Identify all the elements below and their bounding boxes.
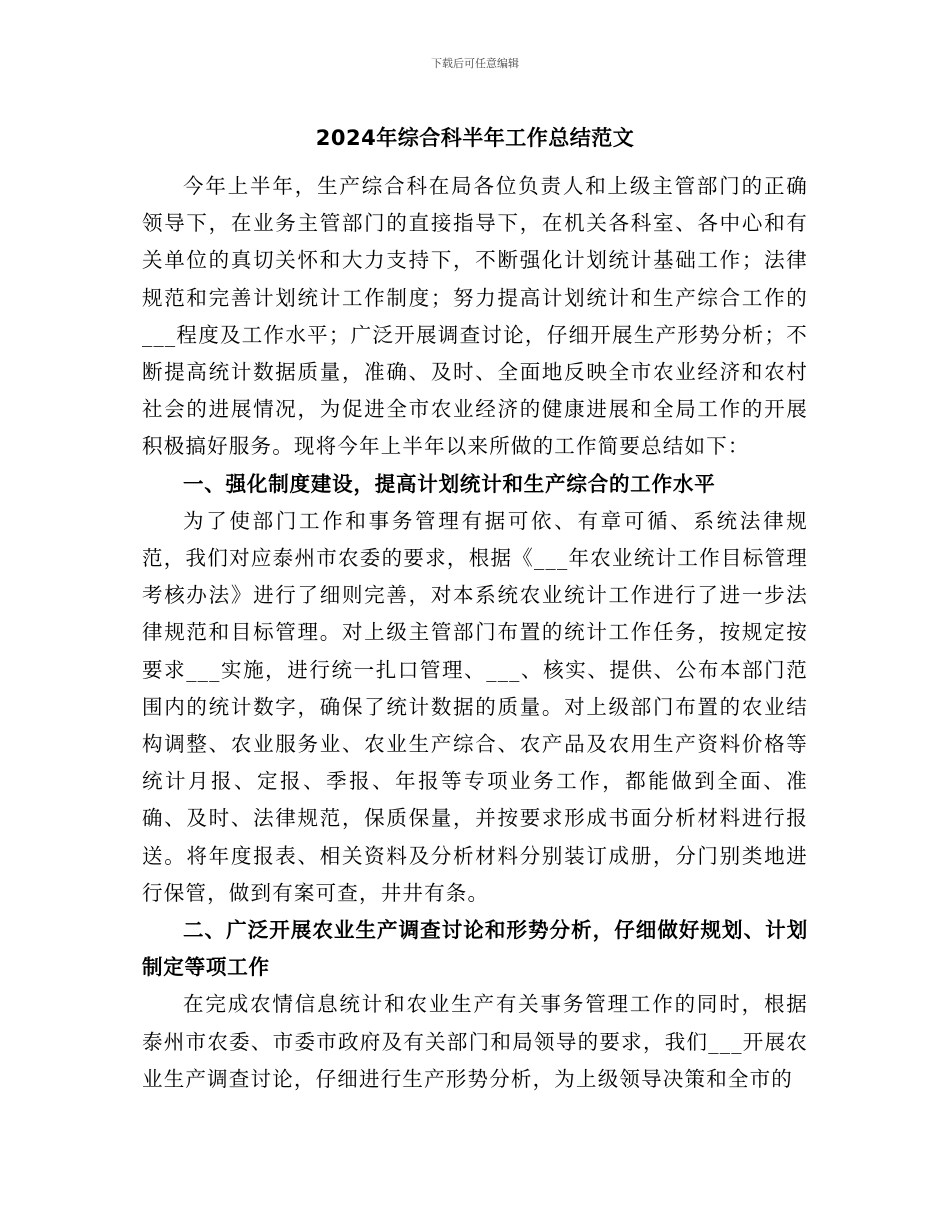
document-body [142,168,808,1098]
section-1-paragraph: 为了使部门工作和事务管理有据可依、有章可循、系统法律规范，我们对应泰州市农委的要求，根据《___年农业统计工作目标管理考核办法》进行了细则完善，对本系统农业统计工作进行了进一步法律规范和目标管理。对上级主管部门布置的统计工作任务，按规定按要求___实施，进行统一扎口管理、___、核实、提供、公布本部门范围内的统计数字，确保了统计数据的质量。对上级部门布置的农业结构调整、农业服务业、农业生产综合、农产品及农用生产资料价格等统计月报、定报、季报、年报等专项业务工作，都能做到全面、准确、及时、法律规范，保质保量，并按要求形成书面分析材料进行报送。将年度报表、相关资料及分析材料分别装订成册，分门别类地进行保管，做到有案可查，井井有条。 [142,508,808,905]
section-heading-2: 二、广泛开展农业生产调查讨论和形势分析，仔细做好规划、计划制定等项工作 [142,918,808,980]
intro-paragraph: 今年上半年，生产综合科在局各位负责人和上级主管部门的正确领导下，在业务主管部门的直接指导下，在机关各科室、各中心和有关单位的真切关怀和大力支持下，不断强化计划统计基础工作；法律规范和完善计划统计工作制度；努力提高计划统计和生产综合工作的___程度及工作水平；广泛开展调查讨论，仔细开展生产形势分析；不断提高统计数据质量，准确、及时、全面地反映全市农业经济和农村社会的进展情况，为促进全市农业经济的健康进展和全局工作的开展积极搞好服务。现将今年上半年以来所做的工作简要总结如下： [142,174,808,459]
section-2-paragraph: 在完成农情信息统计和农业生产有关事务管理工作的同时，根据泰州市农委、市委市政府及有关部门和局领导的要求，我们___开展农业生产调查讨论，仔细进行生产形势分析，为上级领导决策和全市的 [142,992,808,1091]
document-title: 2024年综合科半年工作总结范文 [315,126,635,150]
header-note: 下载后可任意编辑 [431,57,519,70]
section-heading-1: 一、强化制度建设，提高计划统计和生产综合的工作水平 [183,471,716,496]
